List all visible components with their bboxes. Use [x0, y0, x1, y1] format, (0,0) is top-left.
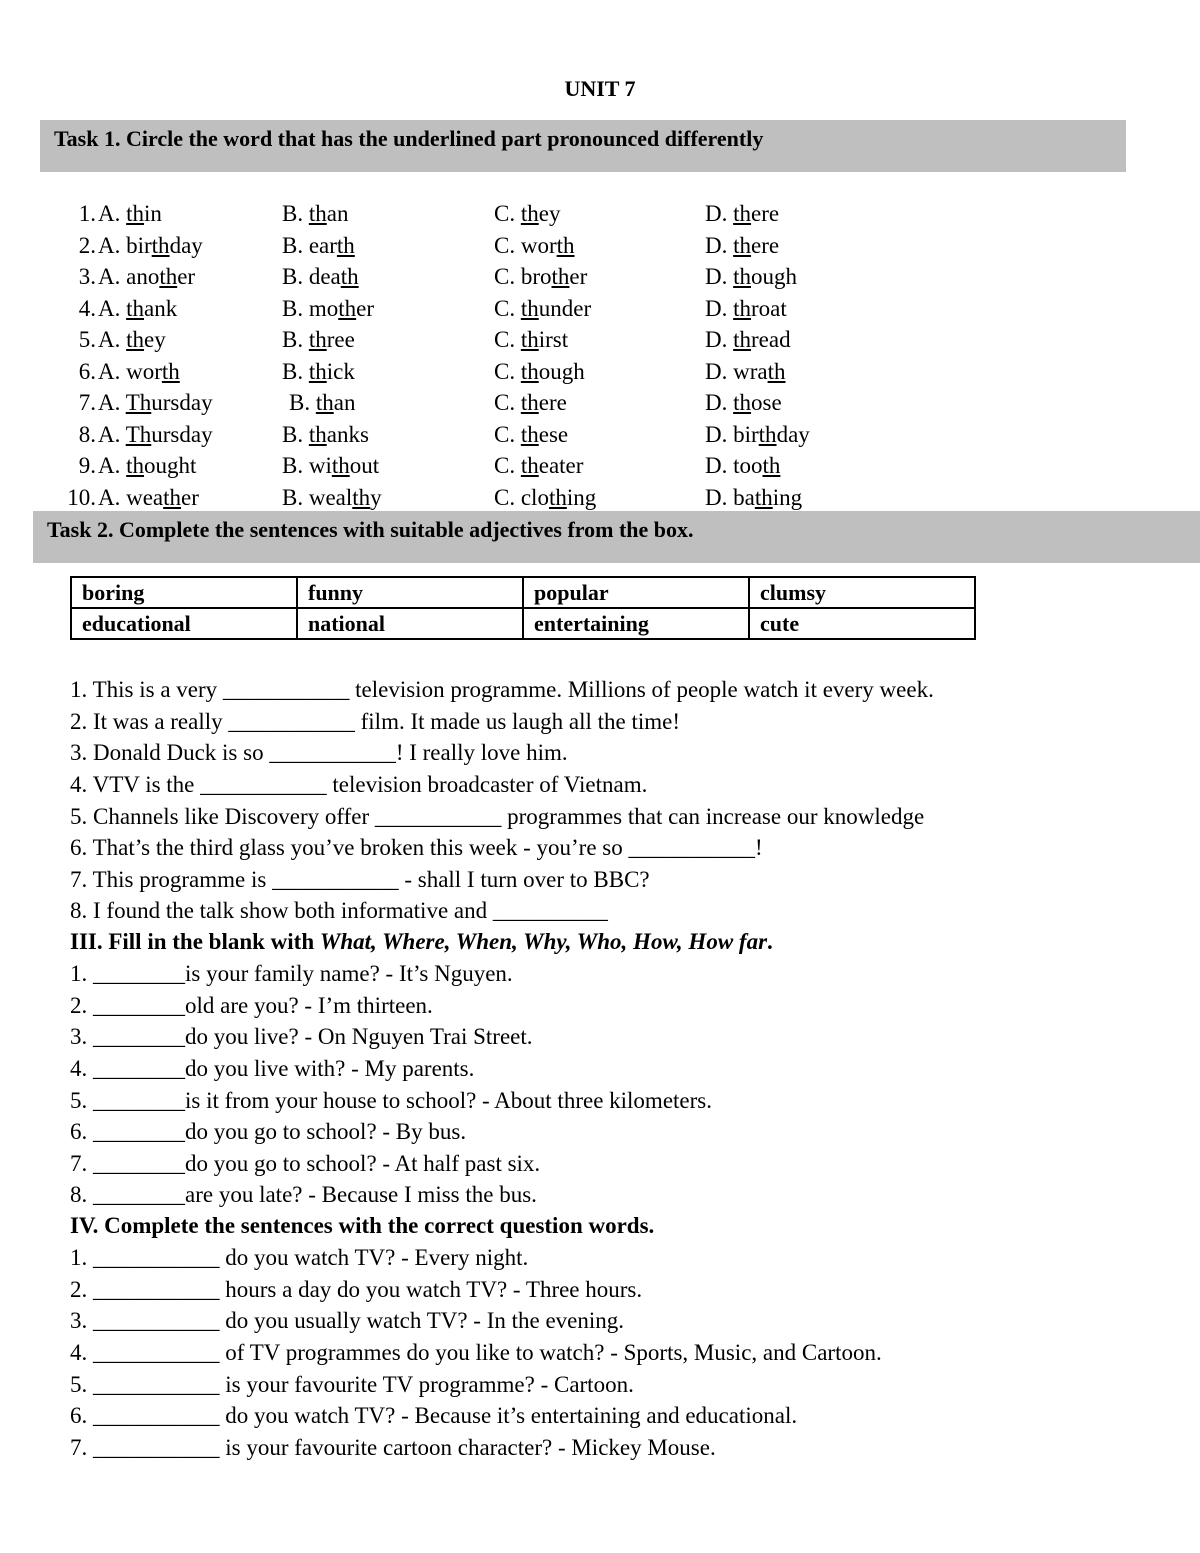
option-c — [494, 327, 568, 353]
option-text: ough — [751, 264, 798, 289]
question-number: 8. — [78, 422, 96, 447]
task4-item: 1. ___________ do you watch TV? - Every night. — [70, 1245, 529, 1270]
option-text: A. ano — [98, 264, 160, 289]
option-a — [98, 264, 195, 290]
option-text: y — [370, 485, 382, 510]
task2-sentence: 5. Channels like Discovery offer ___________ programmes that can increase our knowledge — [70, 804, 925, 829]
option-text: er — [177, 264, 196, 289]
option-a — [98, 390, 213, 416]
underlined-part: th — [126, 296, 145, 321]
option-text: C. clo — [494, 485, 549, 510]
page-title: UNIT 7 — [564, 76, 636, 101]
underlined-part: th — [520, 296, 539, 321]
task3-heading-prefix: III. Fill in the blank with — [70, 929, 320, 954]
adjective-word-box — [70, 576, 976, 640]
underlined-part: Th — [125, 390, 152, 415]
task3-heading-suffix: . — [767, 929, 773, 954]
option-d — [705, 296, 787, 322]
word-box-cell: cute — [749, 608, 975, 639]
task2-sentence: 2. It was a really ___________ film. It made us laugh all the time! — [70, 709, 680, 734]
task2-sentence: 4. VTV is the ___________ television broadcaster of Vietnam. — [70, 772, 648, 797]
option-b — [282, 264, 359, 290]
underlined-part: th — [733, 390, 752, 415]
word-box-cell: national — [297, 608, 523, 639]
task2-sentence: 8. I found the talk show both informative and __________ — [70, 898, 608, 923]
task2-sentence: 7. This programme is ___________ - shall I turn over to BBC? — [70, 867, 650, 892]
option-text: in — [144, 201, 162, 226]
option-text: A. — [98, 390, 126, 415]
option-text: D. — [705, 390, 734, 415]
option-a — [98, 453, 196, 479]
word-box-cell: educational — [71, 608, 297, 639]
question-number: 1. — [78, 201, 96, 226]
option-d — [705, 359, 785, 385]
underlined-part: th — [520, 422, 539, 447]
underlined-part: th — [126, 201, 145, 226]
task4-item: 6. ___________ do you watch TV? - Because it’s entertaining and educational. — [70, 1403, 798, 1428]
option-text: eater — [538, 453, 584, 478]
option-text: C. wor — [494, 233, 557, 258]
task2-sentence: 6. That’s the third glass you’ve broken this week - you’re so ___________! — [70, 835, 763, 860]
underlined-part: th — [159, 264, 178, 289]
option-d — [705, 390, 782, 416]
option-text: ey — [144, 327, 166, 352]
underlined-part: Th — [125, 422, 152, 447]
word-box-row — [71, 577, 975, 608]
option-text: ank — [144, 296, 178, 321]
underlined-part: th — [151, 233, 170, 258]
task4-item: 2. ___________ hours a day do you watch TV? - Three hours. — [70, 1277, 643, 1302]
word-box-cell: entertaining — [523, 608, 749, 639]
underlined-part: th — [520, 201, 539, 226]
task3-item: 8. ________are you late? - Because I miss the bus. — [70, 1182, 537, 1207]
underlined-part: th — [520, 359, 539, 384]
task4-item: 7. ___________ is your favourite cartoon character? - Mickey Mouse. — [70, 1435, 716, 1460]
underlined-part: th — [126, 327, 145, 352]
option-text: ere — [751, 201, 780, 226]
underlined-part: th — [733, 264, 752, 289]
task3-item: 7. ________do you go to school? - At half past six. — [70, 1151, 541, 1176]
option-text: day — [169, 233, 203, 258]
option-text: C. — [494, 359, 521, 384]
underlined-part: th — [733, 327, 752, 352]
underlined-part: th — [520, 390, 539, 415]
option-text: under — [538, 296, 592, 321]
task3-item: 6. ________do you go to school? - By bus. — [70, 1119, 467, 1144]
option-text: D. too — [705, 453, 763, 478]
option-text: D. ba — [705, 485, 755, 510]
underlined-part: th — [556, 233, 575, 258]
question-number: 4. — [78, 296, 96, 321]
option-text: B. — [289, 390, 316, 415]
option-text: er — [356, 296, 374, 321]
option-text: C. — [494, 390, 521, 415]
option-b — [282, 422, 369, 448]
task3-item: 5. ________is it from your house to school? - About three kilometers. — [70, 1088, 712, 1113]
option-c — [494, 390, 567, 416]
question-number: 6. — [78, 359, 96, 384]
underlined-part: th — [548, 485, 567, 510]
option-text: A. bir — [98, 233, 152, 258]
option-text: C. — [494, 422, 521, 447]
word-box-cell: clumsy — [749, 577, 975, 608]
option-text: D. — [705, 327, 734, 352]
option-d — [705, 233, 779, 259]
option-text: B. mo — [282, 296, 339, 321]
option-b — [282, 453, 379, 479]
task4-item: 5. ___________ is your favourite TV programme? - Cartoon. — [70, 1372, 634, 1397]
word-box-cell: popular — [523, 577, 749, 608]
underlined-part: th — [520, 453, 539, 478]
underlined-part: th — [551, 264, 570, 289]
option-text: A. wea — [98, 485, 164, 510]
task3-heading — [70, 929, 773, 955]
option-c — [494, 201, 560, 227]
underlined-part: th — [733, 296, 752, 321]
option-b — [282, 327, 355, 353]
option-c — [494, 453, 583, 479]
option-text: roat — [751, 296, 787, 321]
option-text: out — [349, 453, 380, 478]
option-text: ing — [772, 485, 803, 510]
underlined-part: th — [163, 485, 182, 510]
option-text: anks — [326, 422, 369, 447]
option-b — [282, 359, 355, 385]
option-d — [705, 422, 810, 448]
task4-item: 4. ___________ of TV programmes do you like to watch? - Sports, Music, and Cartoon. — [70, 1340, 882, 1365]
option-a — [98, 296, 177, 322]
option-text: A. — [98, 453, 127, 478]
option-text: ought — [144, 453, 197, 478]
underlined-part: th — [340, 264, 359, 289]
option-d — [705, 327, 791, 353]
option-text: A. — [98, 296, 127, 321]
underlined-part: th — [352, 485, 371, 510]
option-c — [494, 422, 568, 448]
option-text: A. wor — [98, 359, 162, 384]
question-number: 3. — [78, 264, 96, 289]
question-number: 7. — [78, 390, 96, 415]
option-text: ese — [538, 422, 569, 447]
option-b — [282, 485, 382, 511]
option-text: B. — [282, 327, 309, 352]
option-a — [98, 359, 180, 385]
option-text: D. — [705, 201, 734, 226]
task1-heading: Task 1. Circle the word that has the underlined part pronounced differently — [54, 126, 764, 151]
underlined-part: th — [336, 233, 355, 258]
option-a — [98, 422, 213, 448]
option-text: ing — [566, 485, 597, 510]
task3-item: 2. ________old are you? - I’m thirteen. — [70, 993, 433, 1018]
underlined-part: th — [161, 359, 180, 384]
option-text: C. — [494, 327, 521, 352]
option-text: D. — [705, 233, 734, 258]
option-a — [98, 233, 203, 259]
option-a — [98, 485, 199, 511]
word-box-cell: boring — [71, 577, 297, 608]
question-number: 2. — [78, 233, 96, 258]
option-text: B. ear — [282, 233, 337, 258]
option-c — [494, 233, 575, 259]
option-a — [98, 327, 166, 353]
option-text: D. bir — [705, 422, 759, 447]
task1-banner — [40, 120, 1126, 172]
option-text: B. — [282, 359, 309, 384]
option-text: B. — [282, 201, 309, 226]
underlined-part: th — [308, 327, 327, 352]
task2-banner — [33, 511, 1200, 563]
option-c — [494, 359, 585, 385]
option-text: C. — [494, 296, 521, 321]
option-text: A. — [98, 327, 127, 352]
underlined-part: th — [762, 453, 781, 478]
task3-item: 3. ________do you live? - On Nguyen Trai Street. — [70, 1024, 533, 1049]
option-text: er — [181, 485, 199, 510]
option-text: read — [751, 327, 791, 352]
option-text: B. weal — [282, 485, 353, 510]
option-text: D. — [705, 296, 734, 321]
option-text: C. — [494, 201, 521, 226]
option-d — [705, 201, 779, 227]
option-text: ere — [538, 390, 567, 415]
task3-heading-words: What, Where, When, Why, Who, How, How far — [319, 929, 768, 954]
option-b — [282, 233, 355, 259]
option-c — [494, 264, 587, 290]
underlined-part: th — [767, 359, 786, 384]
underlined-part: th — [733, 233, 752, 258]
underlined-part: th — [308, 359, 327, 384]
option-text: an — [333, 390, 356, 415]
task3-item: 1. ________is your family name? - It’s Nguyen. — [70, 961, 513, 986]
underlined-part: th — [520, 327, 539, 352]
task2-heading: Task 2. Complete the sentences with suitable adjectives from the box. — [47, 517, 694, 542]
word-box-row — [71, 608, 975, 639]
task2-sentence: 3. Donald Duck is so ___________! I really love him. — [70, 740, 568, 765]
underlined-part: th — [754, 485, 773, 510]
underlined-part: th — [338, 296, 357, 321]
option-text: A. — [98, 201, 127, 226]
option-text: A. — [98, 422, 126, 447]
option-text: D. wra — [705, 359, 768, 384]
option-text: an — [326, 201, 349, 226]
question-number: 5. — [78, 327, 96, 352]
option-a — [98, 201, 162, 227]
option-text: er — [569, 264, 588, 289]
option-d — [705, 453, 780, 479]
option-text: ree — [326, 327, 355, 352]
option-text: ough — [538, 359, 585, 384]
underlined-part: th — [758, 422, 777, 447]
task2-sentence: 1. This is a very ___________ television programme. Millions of people watch it every week. — [70, 677, 934, 702]
option-text: D. — [705, 264, 734, 289]
option-text: ick — [326, 359, 355, 384]
underlined-part: th — [315, 390, 334, 415]
task3-item: 4. ________do you live with? - My parents. — [70, 1056, 475, 1081]
option-d — [705, 485, 802, 511]
question-number: 10. — [67, 485, 96, 510]
word-box-cell: funny — [297, 577, 523, 608]
option-text: day — [776, 422, 810, 447]
underlined-part: th — [331, 453, 350, 478]
option-b — [289, 390, 355, 416]
underlined-part: th — [308, 422, 327, 447]
underlined-part: th — [308, 201, 327, 226]
option-text: ey — [538, 201, 561, 226]
option-text: irst — [538, 327, 569, 352]
underlined-part: th — [126, 453, 145, 478]
option-text: ere — [751, 233, 780, 258]
option-text: C. — [494, 453, 521, 478]
option-text: ursday — [151, 422, 213, 447]
option-text: ursday — [151, 390, 213, 415]
underlined-part: th — [733, 201, 752, 226]
question-number: 9. — [78, 453, 96, 478]
option-d — [705, 264, 797, 290]
option-text: B. wi — [282, 453, 332, 478]
option-text: B. — [282, 422, 309, 447]
option-c — [494, 485, 596, 511]
option-text: C. bro — [494, 264, 552, 289]
option-c — [494, 296, 591, 322]
option-b — [282, 201, 348, 227]
task4-heading: IV. Complete the sentences with the correct question words. — [70, 1213, 655, 1238]
option-text: ose — [751, 390, 782, 415]
task4-item: 3. ___________ do you usually watch TV? - In the evening. — [70, 1308, 625, 1333]
option-b — [282, 296, 374, 322]
option-text: B. dea — [282, 264, 341, 289]
